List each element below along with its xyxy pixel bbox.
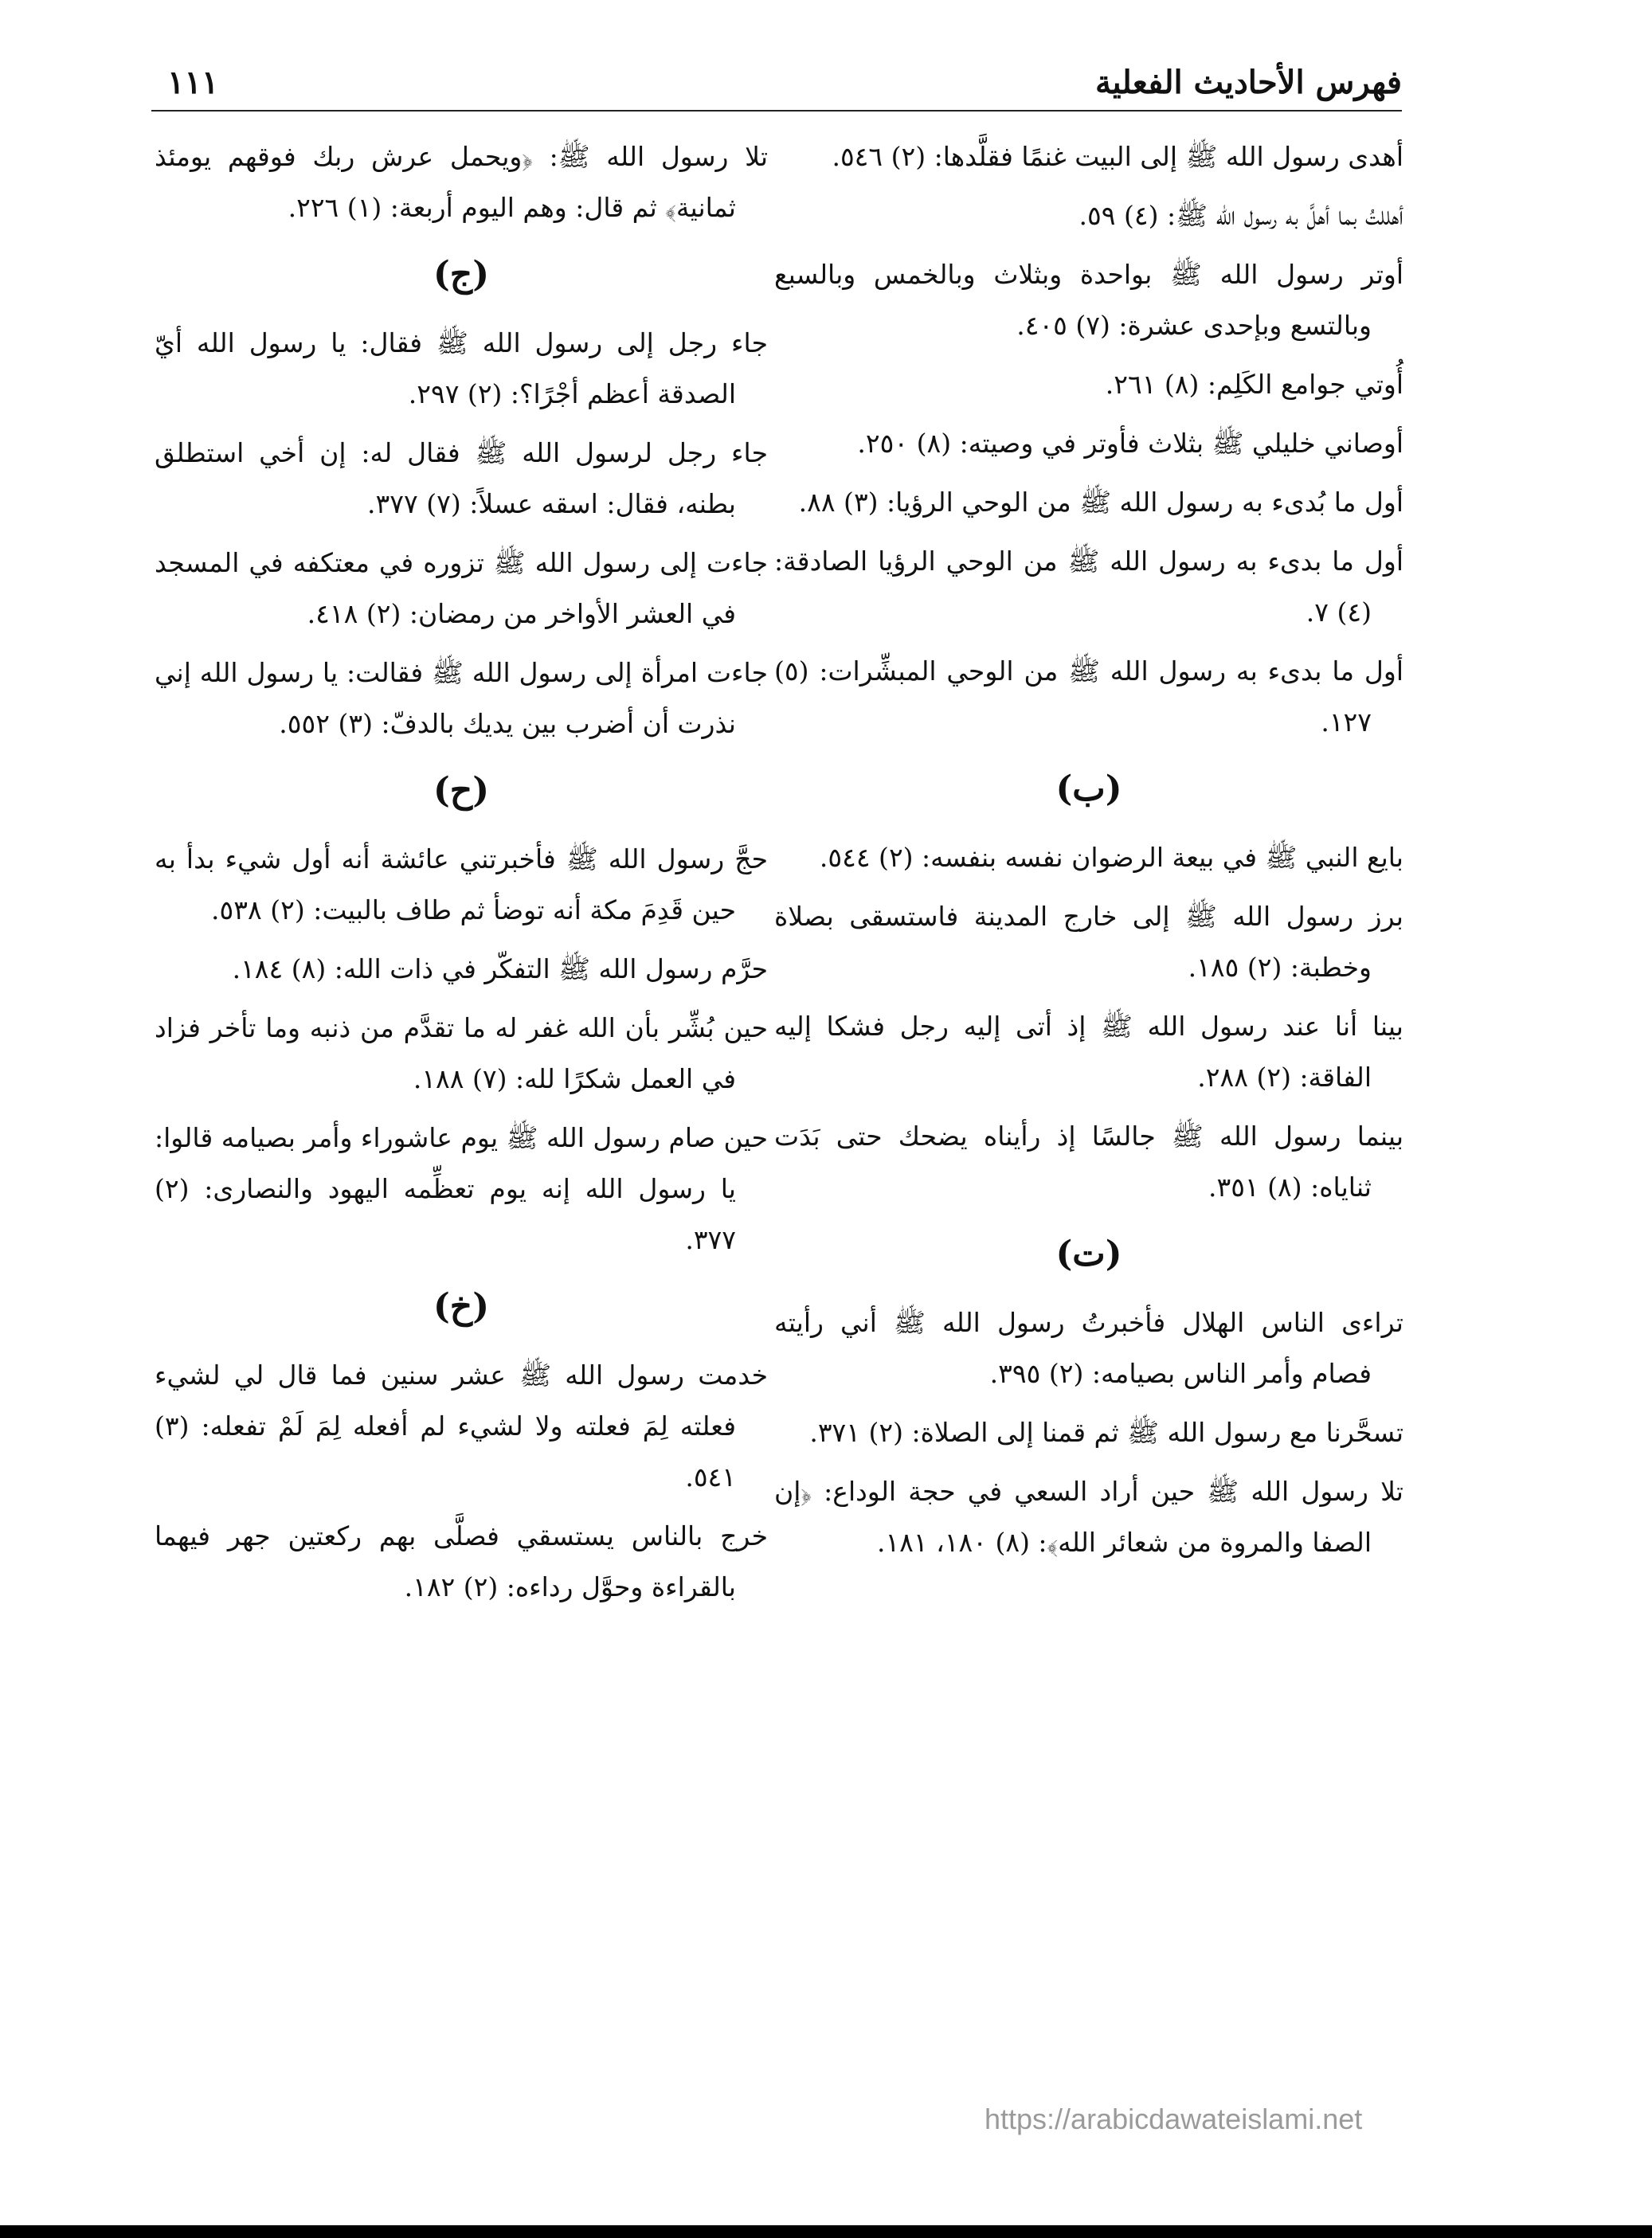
hadith-index-entry (155, 1511, 768, 1613)
section-heading: (ب) (1055, 769, 1122, 809)
page-header (151, 56, 1402, 112)
hadith-index-entry (774, 646, 1403, 748)
hadith-index-entry (155, 944, 768, 995)
hadith-index-entry-text: جاء رجل إلى رسول الله ﷺ فقال: يا رسول الله أيّ الصدقة أعظم أجْرًا؟: (٢) ٢٩٧. (155, 327, 768, 409)
hadith-index-entry-text: تراءى الناس الهلال فأخبرتُ رسول الله ﷺ أني رأيته فصام وأمر الناس بصيامه: (٢) ٣٩٥. (774, 1307, 1403, 1389)
hadith-index-entry (155, 428, 768, 530)
hadith-index-entry (155, 131, 768, 233)
hadith-index-entry-text: حين بُشِّر بأن الله غفر له ما تقدَّم من ذنبه وما تأخر فزاد في العمل شكرًا لله: (٧) ١٨٨. (155, 1012, 768, 1094)
hadith-index-entry-text: خرج بالناس يستسقي فصلَّى بهم ركعتين جهر فيهما بالقراءة وحوَّل رداءه: (٢) ١٨٢. (155, 1520, 768, 1602)
hadith-index-entry (774, 1466, 1403, 1568)
hadith-index-entry (155, 1350, 768, 1503)
hadith-index-entry (155, 1003, 768, 1105)
hadith-index-entry (774, 536, 1403, 638)
hadith-index-entry-text: بايع النبي ﷺ في بيعة الرضوان نفسه بنفسه: (٢) ٥٤٤. (819, 842, 1403, 873)
section-heading: (ج) (433, 254, 490, 295)
hadith-index-entry-text: جاء رجل لرسول الله ﷺ فقال له: إن أخي استطلق بطنه، فقال: اسقه عسلاً: (٧) ٣٧٧. (155, 437, 768, 519)
hadith-index-entry (774, 1111, 1403, 1213)
hadith-index-entry-text: أُوتي جوامع الكَلِم: (٨) ٢٦١. (1105, 369, 1403, 400)
page-title: فهرس الأحاديث الفعلية (1095, 64, 1402, 101)
scan-bottom-edge (0, 2225, 1652, 2238)
hadith-index-entry-text: أهدى رسول الله ﷺ إلى البيت غنمًا فقلَّدها: (٢) ٥٤٦. (832, 141, 1403, 172)
hadith-index-entry (774, 249, 1403, 351)
hadith-index-entry (774, 190, 1403, 241)
hadith-index-entry (155, 318, 768, 420)
hadith-index-entry-text: حرَّم رسول الله ﷺ التفكّر في ذات الله: (٨) ١٨٤. (232, 953, 768, 984)
hadith-index-entry-text: حين صام رسول الله ﷺ يوم عاشوراء وأمر بصيامه قالوا: يا رسول الله إنه يوم تعظِّمه اليهود والنصارى: (٢) ٣٧٧. (155, 1122, 769, 1255)
section-heading: (ت) (1055, 1234, 1122, 1274)
hadith-index-entry-text: أول ما بُدىء به رسول الله ﷺ من الوحي الرؤيا: (٣) ٨٨. (798, 487, 1403, 518)
hadith-index-entry (774, 131, 1403, 182)
hadith-index-entry (774, 477, 1403, 528)
hadith-index-entry-text: أهللتُ بما أهلَّ به رسول الله ﷺ: (٤) ٥٩. (1078, 200, 1403, 231)
hadith-index-entry (774, 1001, 1403, 1103)
hadith-index-entry-text: أوتر رسول الله ﷺ بواحدة وبثلاث وبالخمس وبالسبع وبالتسع وبإحدى عشرة: (٧) ٤٠٥. (774, 259, 1403, 341)
hadith-index-entry-text: بينما رسول الله ﷺ جالسًا إذ رأيناه يضحك حتى بَدَت ثناياه: (٨) ٣٥١. (774, 1121, 1403, 1203)
hadith-index-entry-text: أول ما بدىء به رسول الله ﷺ من الوحي المبشِّرات: (٥) ١٢٧. (774, 655, 1403, 738)
hadith-index-entry-text: جاءت إلى رسول الله ﷺ تزوره في معتكفه في المسجد في العشر الأواخر من رمضان: (٢) ٤١٨. (155, 547, 768, 629)
hadith-index-entry (774, 1407, 1403, 1458)
hadith-index-entry-text: تسحَّرنا مع رسول الله ﷺ ثم قمنا إلى الصلاة: (٢) ٣٧١. (809, 1417, 1403, 1448)
hadith-index-entry-text: تلا رسول الله ﷺ حين أراد السعي في حجة الوداع: ﴿إن الصفا والمروة من شعائر الله﴾: (٨) ١٨٠، ١٨١. (774, 1476, 1403, 1558)
hadith-index-entry (774, 359, 1403, 410)
index-column-left (155, 131, 768, 1621)
section-heading: (خ) (433, 1286, 490, 1327)
hadith-index-entry (155, 538, 768, 640)
hadith-index-entry (155, 834, 768, 936)
hadith-index-entry-text: خدمت رسول الله ﷺ عشر سنين فما قال لي لشيء فعلته لِمَ فعلته ولا لشيء لم أفعله لِمَ لَمْ تفعله: (٣) ٥٤١. (155, 1360, 768, 1493)
index-column-right (774, 131, 1403, 1576)
hadith-index-entry (774, 1297, 1403, 1399)
hadith-index-entry (774, 832, 1403, 883)
hadith-index-entry (155, 648, 768, 749)
hadith-index-entry (774, 418, 1403, 469)
hadith-index-entry (774, 891, 1403, 993)
header-rule (151, 110, 1402, 112)
watermark-url: https://arabicdawateislami.net (985, 2103, 1363, 2135)
hadith-index-entry-text: أول ما بدىء به رسول الله ﷺ من الوحي الرؤيا الصادقة: (٤) ٧. (774, 546, 1403, 628)
hadith-index-entry-text: برز رسول الله ﷺ إلى خارج المدينة فاستسقى بصلاة وخطبة: (٢) ١٨٥. (774, 901, 1403, 983)
hadith-index-entry-text: حجَّ رسول الله ﷺ فأخبرتني عائشة أنه أول شيء بدأ به حين قَدِمَ مكة أنه توضأ ثم طاف بالبيت: (٢) ٥٣٨. (155, 843, 768, 925)
section-heading: (ح) (433, 770, 490, 811)
hadith-index-entry-text: تلا رسول الله ﷺ: ﴿ويحمل عرش ربك فوقهم يومئذ ثمانية﴾ ثم قال: وهم اليوم أربعة: (١) ٢٢٦. (155, 141, 768, 223)
hadith-index-entry-text: جاءت امرأة إلى رسول الله ﷺ فقالت: يا رسول الله إني نذرت أن أضرب بين يديك بالدفّ: (٣) ٥٥٢. (155, 657, 768, 739)
hadith-index-entry-text: أوصاني خليلي ﷺ بثلاث فأوتر في وصيته: (٨) ٢٥٠. (857, 428, 1403, 459)
hadith-index-entry (155, 1113, 768, 1266)
hadith-index-entry-text: بينا أنا عند رسول الله ﷺ إذ أتى إليه رجل فشكا إليه الفاقة: (٢) ٢٨٨. (774, 1011, 1403, 1093)
page-number: ١١١ (167, 64, 219, 101)
